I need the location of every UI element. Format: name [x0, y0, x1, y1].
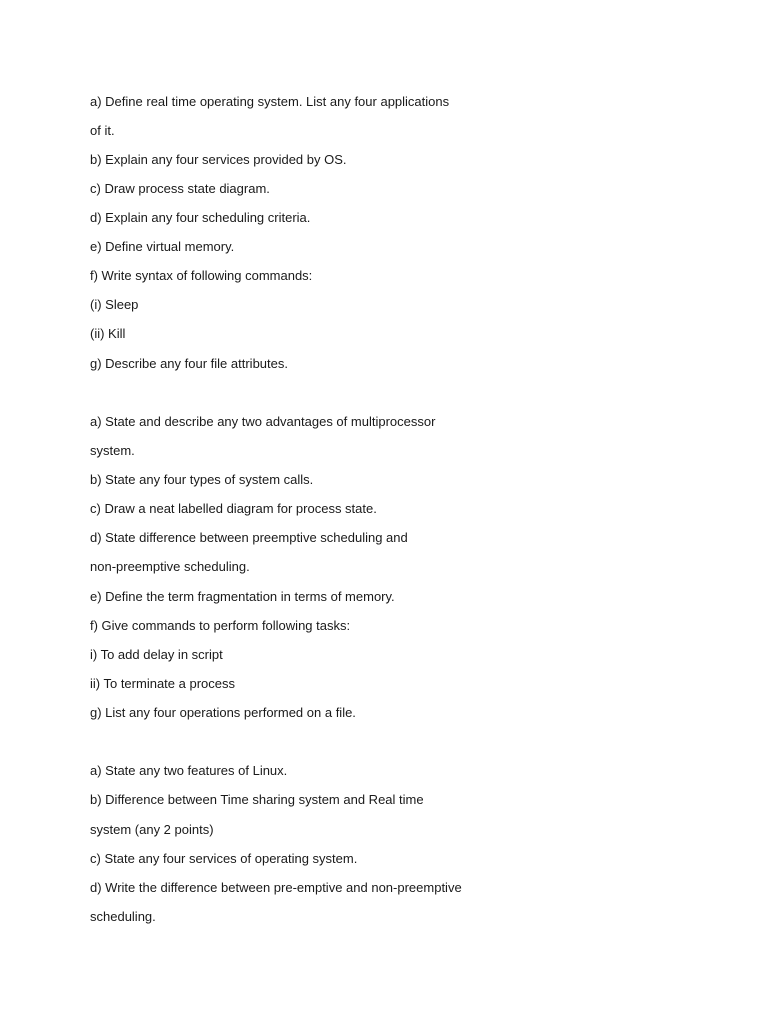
question-line: scheduling. — [90, 909, 156, 924]
question-line: system (any 2 points) — [90, 822, 214, 837]
question-line: a) Define real time operating system. List any four applications — [90, 94, 450, 109]
question-line: system. — [90, 443, 135, 458]
question-line: d) Explain any four scheduling criteria. — [90, 210, 311, 225]
question-line: c) Draw process state diagram. — [90, 181, 270, 196]
question-line: non-preemptive scheduling. — [90, 559, 250, 574]
question-line: g) Describe any four file attributes. — [90, 356, 288, 371]
question-line: of it. — [90, 123, 115, 138]
question-line: b) Difference between Time sharing system and Real time — [90, 792, 424, 807]
question-line: a) State and describe any two advantages of multiprocessor — [90, 414, 436, 429]
question-line: f) Give commands to perform following tasks: — [90, 618, 351, 633]
question-line: e) Define virtual memory. — [90, 239, 235, 254]
question-line: d) Write the difference between pre-emptive and non-preemptive — [90, 880, 462, 895]
question-line: d) State difference between preemptive scheduling and — [90, 530, 408, 545]
question-line: (ii) Kill — [90, 326, 126, 341]
question-line: b) Explain any four services provided by OS. — [90, 152, 347, 167]
question-line: c) Draw a neat labelled diagram for process state. — [90, 501, 377, 516]
question-line: a) State any two features of Linux. — [90, 763, 288, 778]
question-line: f) Write syntax of following commands: — [90, 268, 313, 283]
question-line: g) List any four operations performed on a file. — [90, 705, 356, 720]
question-line: b) State any four types of system calls. — [90, 472, 314, 487]
question-line: i) To add delay in script — [90, 647, 223, 662]
question-line: ii) To terminate a process — [90, 676, 235, 691]
question-line: (i) Sleep — [90, 297, 139, 312]
question-line: e) Define the term fragmentation in terms of memory. — [90, 589, 395, 604]
question-line: c) State any four services of operating system. — [90, 851, 358, 866]
